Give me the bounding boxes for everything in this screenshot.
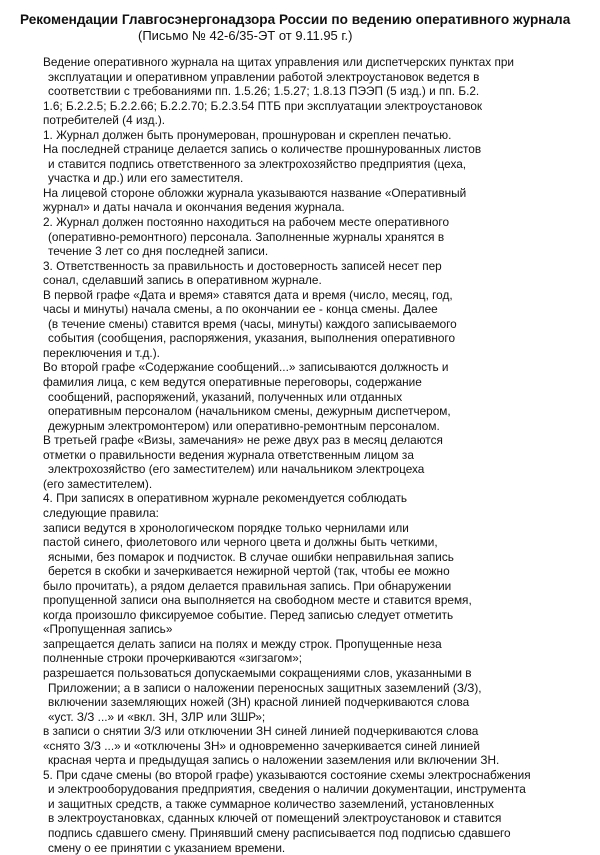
- text-line: сообщений, распоряжений, указаний, полученных или отданных: [48, 389, 403, 404]
- text-line: электрохозяйство (его заместителем) или начальником электроцеха: [48, 462, 425, 477]
- text-line: «уст. З/З ...» и «вкл. ЗН, ЗЛР или ЗШР»;: [48, 709, 266, 724]
- text-line: дежурным электромонтером) или оперативно-ремонтным персоналом.: [48, 418, 440, 433]
- text-line: часы и минуты) начала смены, а по окончании ее - конца смены. Далее: [43, 302, 438, 317]
- text-line: Ведение оперативного журнала на щитах управления или диспетчерских пунктах при: [43, 55, 514, 69]
- text-line: На последней странице делается запись о количестве прошнурованных листов: [43, 142, 482, 157]
- text-line: «Пропущенная запись»: [43, 622, 173, 637]
- document-title: Рекомендации Главгосэнергонадзора России по ведению оперативного журнала: [20, 12, 571, 27]
- text-line: смену о ее принятии с указанием времени.: [48, 840, 286, 855]
- text-line: 3. Ответственность за правильность и достоверность записей несет пер: [43, 258, 442, 273]
- text-line: На лицевой стороне обложки журнала указываются название «Оперативный: [43, 185, 467, 200]
- text-line: В третьей графе «Визы, замечания» не реже двух раз в месяц делаются: [43, 433, 443, 448]
- text-line: запрещается делать записи на полях и между строк. Пропущенные неза: [43, 636, 442, 651]
- text-line: 1. Журнал должен быть пронумерован, прошнурован и скреплен печатью.: [43, 127, 452, 142]
- text-line: Во второй графе «Содержание сообщений...» записываются должность и: [43, 360, 449, 375]
- text-line: «снято З/З ...» и «отключены ЗН» и одновременно зачеркивается синей линией: [43, 738, 480, 753]
- text-line: красная черта и предыдущая запись о наложении заземления или включении ЗН.: [48, 753, 500, 768]
- text-line: 5. При сдаче смены (во второй графе) указываются состояние схемы электроснабжения: [43, 767, 531, 782]
- text-line: в записи о снятии З/З или отключении ЗН синей линией подчеркиваются слова: [43, 724, 479, 739]
- text-line: записи ведутся в хронологическом порядке только чернилами или: [43, 520, 409, 535]
- text-line: было прочитать), а рядом делается правильная запись. При обнаружении: [43, 578, 452, 593]
- text-line: следующие правила:: [43, 505, 159, 520]
- text-line: Приложении; а в записи о наложении переносных защитных заземлений (З/З),: [48, 680, 482, 695]
- text-line: В первой графе «Дата и время» ставятся дата и время (число, месяц, год,: [43, 287, 453, 302]
- text-line: течение 3 лет со дня последней записи.: [48, 244, 269, 259]
- text-line: пастой синего, фиолетового или черного цвета и должны быть четкими,: [43, 535, 438, 550]
- text-line: (в течение смены) ставится время (часы, минуты) каждого записываемого: [48, 316, 457, 331]
- text-line: потребителей (4 изд.).: [43, 113, 166, 128]
- text-line: (его заместителем).: [43, 476, 153, 491]
- text-line: ясными, без помарок и подчисток. В случае ошибки неправильная запись: [48, 549, 454, 564]
- text-line: отметки о правильности ведения журнала ответственным лицом за: [43, 447, 414, 462]
- text-line: 4. При записях в оперативном журнале рекомендуется соблюдать: [43, 491, 408, 506]
- text-line: журнал» и даты начала и окончания ведения журнала.: [43, 200, 345, 215]
- text-line: подпись сдавшего смену. Принявший смену расписывается под подписью сдавшего: [48, 825, 511, 840]
- text-line: полненные строки прочеркиваются «зигзагом»;: [43, 651, 303, 666]
- document-subtitle: (Письмо № 42-6/35-ЭТ от 9.11.95 г.): [138, 28, 353, 43]
- text-line: участка и др.) или его заместителя.: [48, 171, 244, 186]
- text-line: эксплуатации и оперативном управлении работой электроустановок ведется в: [48, 69, 480, 84]
- text-line: включении заземляющих ножей (ЗН) красной линией подчеркиваются слова: [48, 695, 470, 710]
- text-line: 1.6; Б.2.2.5; Б.2.2.66; Б.2.2.70; Б.2.3.54 ПТБ при эксплуатации электроустановок: [43, 98, 483, 113]
- text-line: и защитных средств, а также суммарное количество заземлений, установленных: [48, 796, 494, 811]
- text-line: соответствии с требованиями пп. 1.5.26; 1.5.27; 1.8.13 ПЭЭП (5 изд.) и пп. Б.2.: [48, 84, 480, 99]
- text-line: когда произошло фиксируемое событие. Перед записью следует отметить: [43, 607, 454, 622]
- text-line: пропущенной записи она выполняется на свободном месте и ставится время,: [43, 593, 472, 608]
- text-line: и ставится подпись ответственного за электрохозяйство предприятия (цеха,: [48, 156, 467, 171]
- text-line: сонал, сделавший запись в оперативном журнале.: [43, 273, 322, 288]
- text-line: оперативным персоналом (начальником смены, дежурным диспетчером,: [48, 404, 451, 419]
- text-line: берется в скобки и зачеркивается нежирной чертой (так, чтобы ее можно: [48, 564, 450, 579]
- text-line: переключения и т.д.).: [43, 345, 160, 360]
- text-line: в электроустановках, сданных ключей от помещений электроустановок и ставится: [48, 811, 502, 826]
- document-body: [43, 55, 600, 855]
- text-line: разрешается пользоваться допускаемыми сокращениями слов, указанными в: [43, 665, 472, 680]
- text-line: фамилия лица, с кем ведутся оперативные переговоры, содержание: [43, 375, 422, 390]
- text-line: 2. Журнал должен постоянно находиться на рабочем месте оперативного: [43, 215, 450, 230]
- text-line: события (сообщения, распоряжения, указания, выполнения оперативного: [48, 331, 456, 346]
- text-line: (оперативно-ремонтного) персонала. Заполненные журналы хранятся в: [48, 229, 445, 244]
- text-line: и электрооборудования предприятия, сведения о наличии документации, инструмента: [48, 782, 526, 797]
